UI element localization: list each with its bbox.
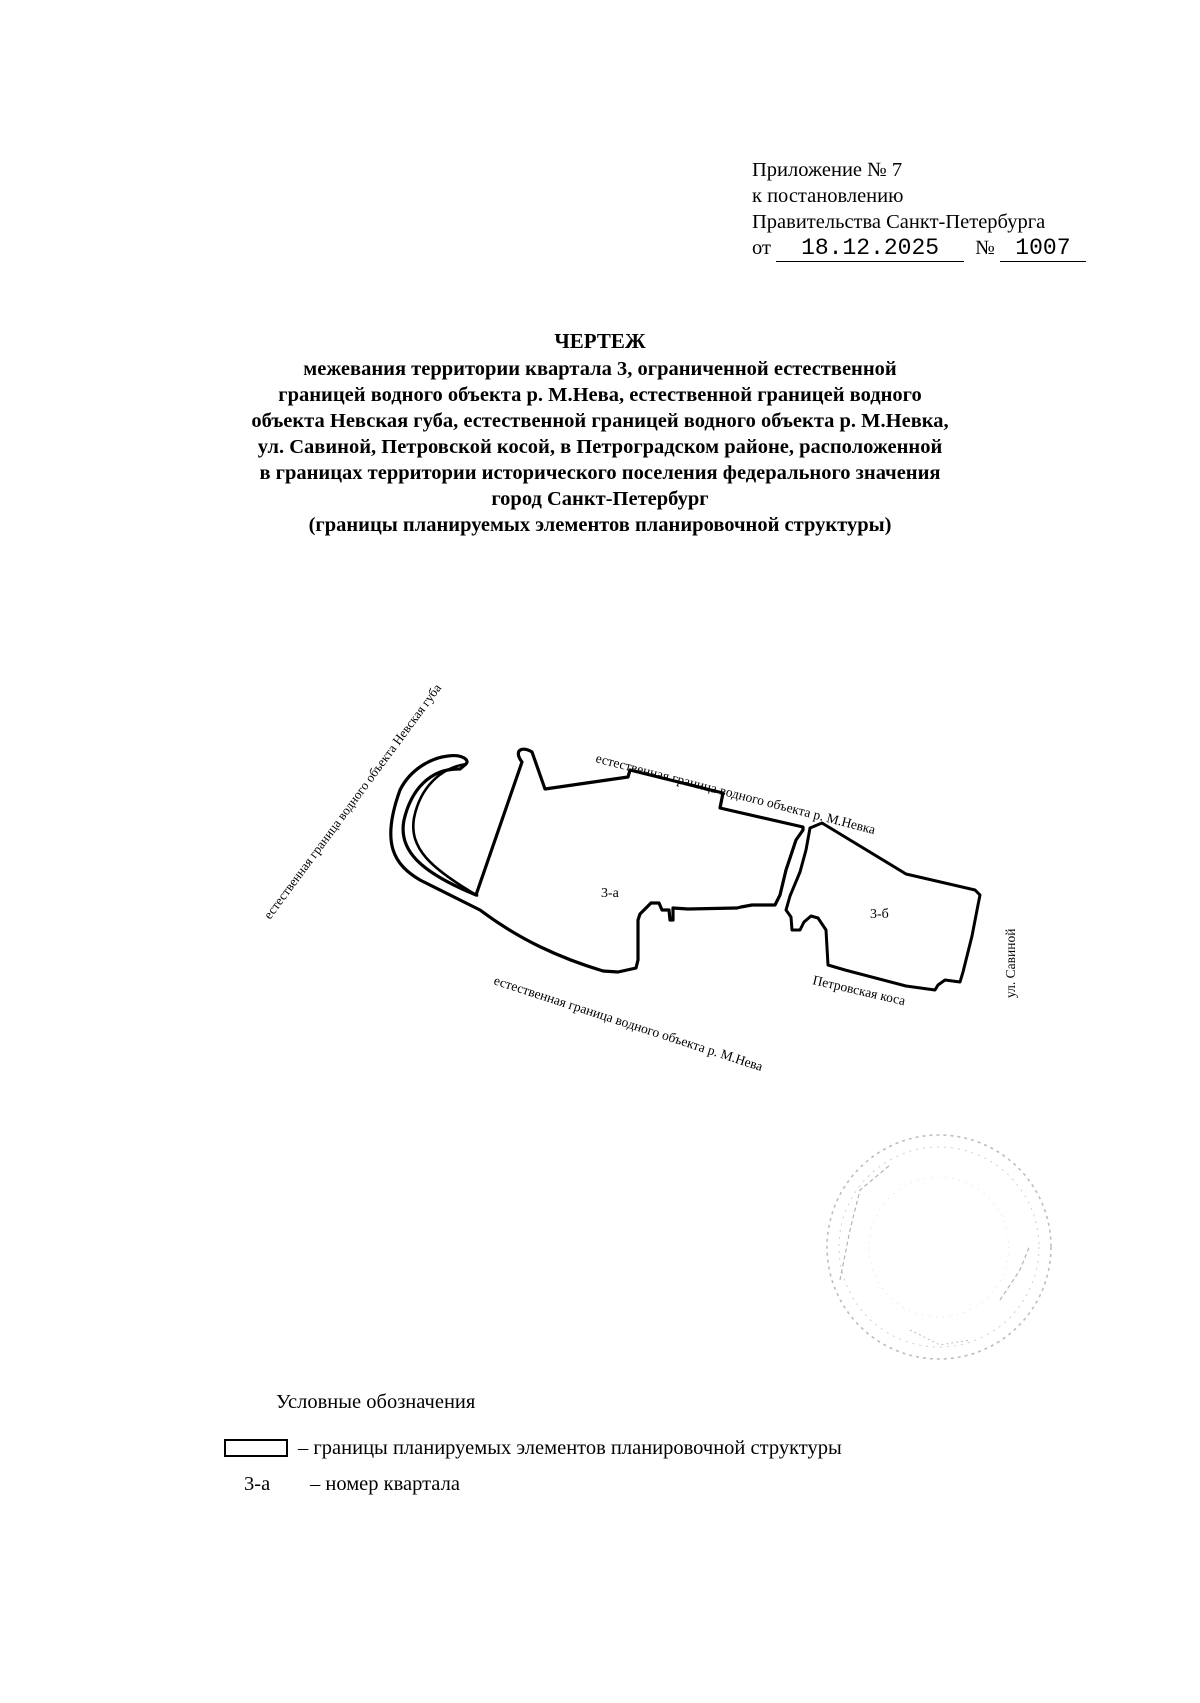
block-3b-number: 3-б (870, 907, 889, 922)
boundary-legend-symbol (224, 1439, 288, 1457)
appendix-line-3: Правительства Санкт-Петербурга (752, 211, 1046, 233)
label-m-neva: естественная граница водного объекта р. М.Нева (492, 972, 765, 1074)
block-3a-boundary (391, 749, 803, 972)
title-line: в границах территории исторического поселения федерального значения (259, 462, 941, 484)
block-legend-code: 3-а (244, 1473, 271, 1495)
label-petrovskaya-kosa: Петровская коса (811, 972, 907, 1009)
title-heading: ЧЕРТЕЖ (554, 329, 646, 353)
block-legend-text: – номер квартала (310, 1473, 460, 1495)
label-m-nevka: естественная граница водного объекта р. М.Невка (594, 750, 878, 838)
legend-boundary-row (224, 1437, 842, 1460)
boundary-legend-text: – границы планируемых элементов планировочной структуры (298, 1437, 842, 1459)
legend-block-row (224, 1473, 460, 1496)
title-line: (границы планируемых элементов планировочной структуры) (308, 514, 892, 536)
title-line: объекта Невская губа, естественной границей водного объекта р. М.Невка, (251, 410, 949, 432)
official-seal (827, 1135, 1051, 1359)
resolution-date: 18.12.2025 (776, 235, 964, 262)
resolution-number: 1007 (1000, 235, 1086, 262)
legend-title: Условные обозначения (276, 1391, 476, 1413)
title-line: город Санкт-Петербург (491, 488, 709, 510)
label-savinoy: ул. Савиной (1003, 928, 1018, 998)
label-nevskaya-guba: естественная граница водного объекта Невская губа (260, 680, 445, 922)
date-prefix: от (752, 237, 771, 259)
appendix-line-2: к постановлению (752, 185, 904, 207)
appendix-line-1: Приложение № 7 (752, 159, 903, 181)
number-prefix: № (975, 237, 995, 259)
block-3a-number: 3-а (601, 886, 619, 901)
title-line: межевания территории квартала 3, ограниченной естественной (303, 358, 897, 380)
title-line: границей водного объекта р. М.Нева, естественной границей водного (278, 384, 922, 406)
title-line: ул. Савиной, Петровской косой, в Петроградском районе, расположенной (257, 436, 943, 458)
